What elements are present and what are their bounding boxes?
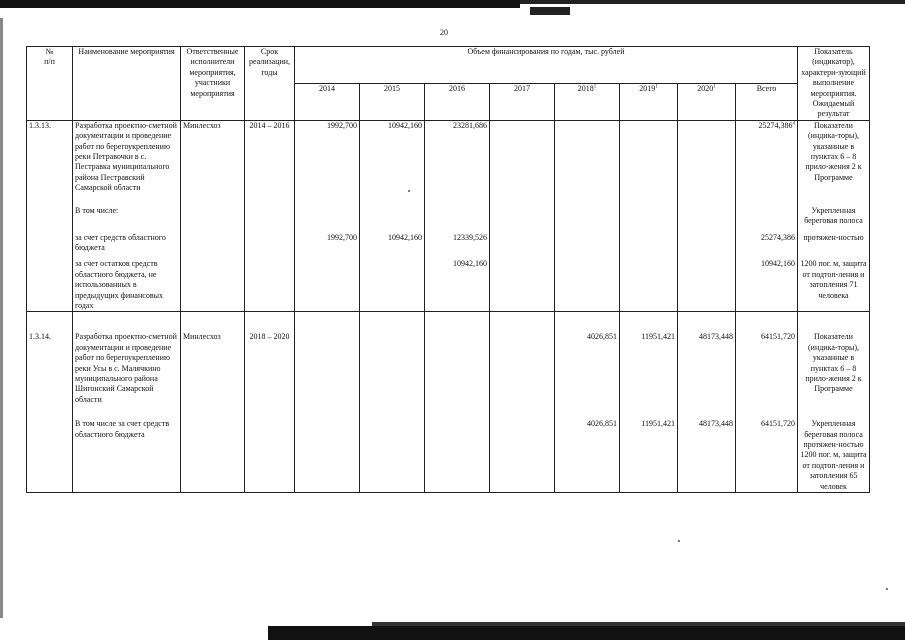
value-cell: [555, 120, 620, 193]
term: 2014 – 2016: [245, 120, 295, 193]
header-year: 2014: [295, 83, 360, 120]
value-cell: 64151,720: [736, 405, 798, 492]
row-number: 1.3.13.: [27, 120, 73, 193]
value-cell: [620, 194, 678, 227]
responsible: [181, 253, 245, 312]
header-name: Наименование мероприятия: [73, 47, 181, 121]
activity-name: Разработка проектно-сметной документации и проведение работ по берегоукреплению реки Усы в с. Малячкино муниципального района Шигонский Самарской области: [73, 312, 181, 405]
value-cell: [490, 227, 555, 254]
value-cell: 10942,160: [360, 120, 425, 193]
responsible: [181, 194, 245, 227]
value-cell: 11951,421: [620, 405, 678, 492]
header-year: 2016: [425, 83, 490, 120]
row-number: [27, 253, 73, 312]
header-year: 2017: [490, 83, 555, 120]
header-year: 2020$^1$: [678, 83, 736, 120]
value-cell: 48173,448: [678, 405, 736, 492]
indicator: протяжен-ностью: [798, 227, 870, 254]
table-row: [27, 120, 870, 193]
indicator: Укрепленная береговая полоса: [798, 194, 870, 227]
value-cell: 25274,386: [736, 227, 798, 254]
row-number: [27, 227, 73, 254]
header-year: 2015: [360, 83, 425, 120]
value-cell: [425, 405, 490, 492]
responsible: Минлесхоз: [181, 120, 245, 193]
value-cell: [360, 253, 425, 312]
term: [245, 227, 295, 254]
value-cell: [490, 253, 555, 312]
value-cell: [295, 194, 360, 227]
value-cell: 25274,386$^4$: [736, 120, 798, 193]
value-cell: 64151,720: [736, 312, 798, 405]
value-cell: 4026,851: [555, 405, 620, 492]
scan-speck: [886, 588, 888, 590]
value-cell: 1992,700: [295, 227, 360, 254]
term: [245, 194, 295, 227]
value-cell: [425, 312, 490, 405]
scan-top-edge: [0, 0, 905, 18]
value-cell: 23281,686: [425, 120, 490, 193]
term: [245, 253, 295, 312]
value-cell: [736, 194, 798, 227]
value-cell: 10942,160: [425, 253, 490, 312]
value-cell: [678, 227, 736, 254]
responsible: Минлесхоз: [181, 312, 245, 405]
value-cell: 12339,526: [425, 227, 490, 254]
row-number: 1.3.14.: [27, 312, 73, 405]
value-cell: [295, 312, 360, 405]
value-cell: [490, 120, 555, 193]
indicator: Укрепленная береговая полоса протяжен-ностью 1200 пог. м, защита от подтоп-ления и затопления 65 человек: [798, 405, 870, 492]
table-row: [27, 405, 870, 492]
value-cell: [620, 227, 678, 254]
activity-name: В том числе:: [73, 194, 181, 227]
value-cell: 10942,160: [736, 253, 798, 312]
value-cell: 1992,700: [295, 120, 360, 193]
activity-name: В том числе за счет средств областного бюджета: [73, 405, 181, 492]
indicator: 1200 пог. м, защита от подтоп-ления и затопления 71 человека: [798, 253, 870, 312]
value-cell: [295, 253, 360, 312]
value-cell: [490, 194, 555, 227]
responsible: [181, 227, 245, 254]
term: 2018 – 2020: [245, 312, 295, 405]
scan-bottom-edge: [268, 626, 905, 640]
value-cell: [555, 194, 620, 227]
header-indicator: Показатель (индикатор), характери-зующий выполнение мероприятия. Ожидаемый результат: [798, 47, 870, 121]
page-number: 20: [440, 28, 448, 37]
indicator: Показатели (индика-торы), указанные в пунктах 6 – 8 прило-жения 2 к Программе: [798, 120, 870, 193]
value-cell: [555, 253, 620, 312]
activity-name: за счет остатков средств областного бюджета, не использованных в предыдущих финансовых годах: [73, 253, 181, 312]
value-cell: 10942,160: [360, 227, 425, 254]
indicator: Показатели (индика-торы), указанные в пунктах 6 – 8 прило-жения 2 к Программе: [798, 312, 870, 405]
table-row: [27, 194, 870, 227]
row-number: [27, 194, 73, 227]
header-responsible: Ответственные исполнители мероприятия, участники мероприятия: [181, 47, 245, 121]
value-cell: 4026,851: [555, 312, 620, 405]
header-financing: Объем финансирования по годам, тыс. рублей: [295, 47, 798, 84]
value-cell: [678, 194, 736, 227]
responsible: [181, 405, 245, 492]
scan-left-edge: [0, 18, 3, 618]
activity-name: Разработка проектно-сметной документации и проведение работ по берегоукреплению реки Петравочки в с. Пестравка муниципального района Пестравский Самарской области: [73, 120, 181, 193]
table-row: [27, 253, 870, 312]
value-cell: 48173,448: [678, 312, 736, 405]
value-cell: [678, 253, 736, 312]
value-cell: [490, 312, 555, 405]
value-cell: [360, 312, 425, 405]
value-cell: [295, 405, 360, 492]
financing-table: [26, 46, 870, 493]
value-cell: 11951,421: [620, 312, 678, 405]
row-number: [27, 405, 73, 492]
value-cell: [620, 120, 678, 193]
activity-name: за счет средств областного бюджета: [73, 227, 181, 254]
header-year: Всего: [736, 83, 798, 120]
value-cell: [678, 120, 736, 193]
header-year: 2019$^1$: [620, 83, 678, 120]
scan-speck: [678, 540, 680, 542]
value-cell: [620, 253, 678, 312]
value-cell: [360, 194, 425, 227]
header-term: Срок реализации, годы: [245, 47, 295, 121]
table-row: [27, 312, 870, 405]
header-year: 2018$^1$: [555, 83, 620, 120]
table-row: [27, 227, 870, 254]
value-cell: [555, 227, 620, 254]
header-no: № п/п: [27, 47, 73, 121]
value-cell: [360, 405, 425, 492]
term: [245, 405, 295, 492]
value-cell: [490, 405, 555, 492]
value-cell: [425, 194, 490, 227]
